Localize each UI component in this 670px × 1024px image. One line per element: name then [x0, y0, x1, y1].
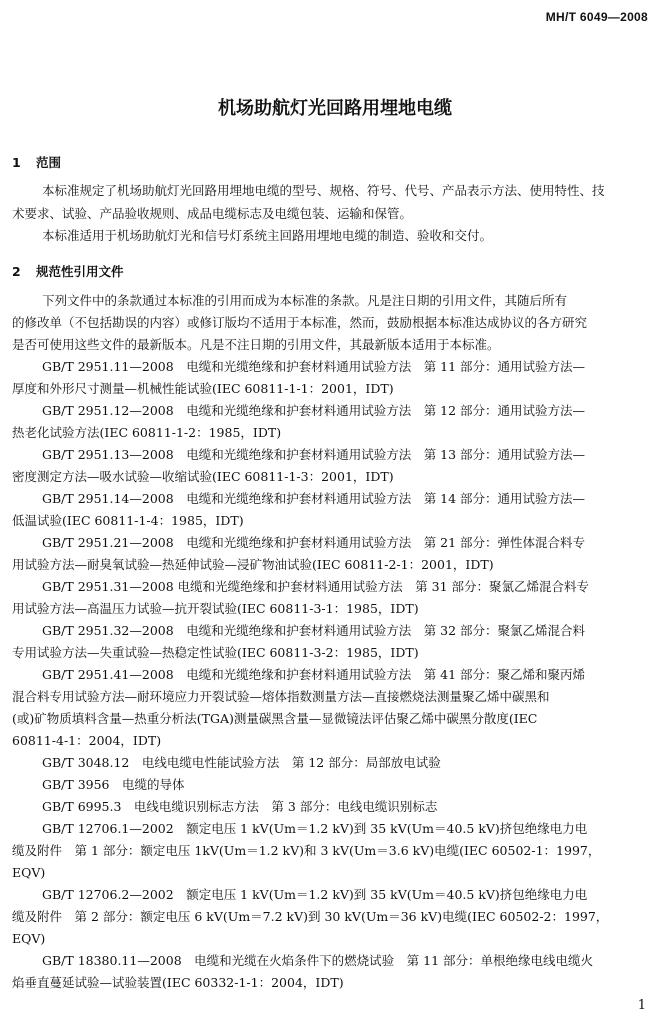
reference-line: GB/T 2951.12—2008 电缆和光缆绝缘和护套材料通用试验方法 第 12 部分：通用试验方法—	[42, 403, 586, 418]
paragraph-line: 是否可使用这些文件的最新版本。凡是不注日期的引用文件，其最新版本适用于本标准。	[12, 337, 500, 352]
paragraph-line: 本标准规定了机场助航灯光回路用埋地电缆的型号、规格、符号、代号、产品表示方法、使用特性、技	[42, 183, 605, 198]
reference-line: GB/T 3956 电缆的导体	[42, 777, 185, 792]
reference-line: 热老化试验方法(IEC 60811-1-2：1985，IDT)	[12, 425, 282, 440]
reference-line: 混合料专用试验方法—耐环境应力开裂试验—熔体指数测量方法—直接燃烧法测量聚乙烯中碳黑和	[12, 689, 550, 704]
standard-code: MH/T 6049—2008	[545, 10, 648, 24]
reference-line: 厚度和外形尺寸测量—机械性能试验(IEC 60811-1-1：2001，IDT)	[12, 381, 394, 396]
reference-line: GB/T 2951.21—2008 电缆和光缆绝缘和护套材料通用试验方法 第 21 部分：弹性体混合料专	[42, 535, 586, 550]
reference-line: GB/T 6995.3 电线电缆识别标志方法 第 3 部分：电线电缆识别标志	[42, 799, 438, 814]
reference-line: EQV)	[12, 931, 46, 946]
reference-line: GB/T 18380.11—2008 电缆和光缆在火焰条件下的燃烧试验 第 11 部分：单根绝缘电线电缆火	[42, 953, 594, 968]
reference-line: GB/T 12706.1—2002 额定电压 1 kV(Um＝1.2 kV)到 35 kV(Um＝40.5 kV)挤包绝缘电力电	[42, 821, 588, 836]
section-heading-normative-references	[12, 262, 124, 280]
reference-line: GB/T 12706.2—2002 额定电压 1 kV(Um＝1.2 kV)到 35 kV(Um＝40.5 kV)挤包绝缘电力电	[42, 887, 588, 902]
section-number: 1	[12, 155, 21, 170]
reference-line: GB/T 2951.31—2008 电缆和光缆绝缘和护套材料通用试验方法 第 31 部分：聚氯乙烯混合料专	[42, 579, 590, 594]
reference-line: 密度测定方法—吸水试验—收缩试验(IEC 60811-1-3：2001，IDT)	[12, 469, 394, 484]
reference-line: GB/T 2951.13—2008 电缆和光缆绝缘和护套材料通用试验方法 第 13 部分：通用试验方法—	[42, 447, 586, 462]
reference-line: 缆及附件 第 1 部分：额定电压 1kV(Um＝1.2 kV)和 3 kV(Um＝3.6 kV)电缆(IEC 60502-1：1997，	[12, 843, 601, 858]
section-title: 范围	[36, 155, 62, 170]
reference-line: (或)矿物质填料含量—热重分析法(TGA)测量碳黑含量—显微镜法评估聚乙烯中碳黑分散度(IEC	[12, 711, 538, 726]
reference-line: GB/T 2951.32—2008 电缆和光缆绝缘和护套材料通用试验方法 第 32 部分：聚氯乙烯混合料	[42, 623, 586, 638]
reference-line: 低温试验(IEC 60811-1-4：1985，IDT)	[12, 513, 244, 528]
reference-line: GB/T 3048.12 电线电缆电性能试验方法 第 12 部分：局部放电试验	[42, 755, 441, 770]
reference-line: GB/T 2951.14—2008 电缆和光缆绝缘和护套材料通用试验方法 第 14 部分：通用试验方法—	[42, 491, 586, 506]
reference-line: 60811-4-1：2004，IDT)	[12, 733, 162, 748]
paragraph-line: 本标准适用于机场助航灯光和信号灯系统主回路用埋地电缆的制造、验收和交付。	[42, 228, 493, 243]
document-title: 机场助航灯光回路用埋地电缆	[218, 98, 452, 119]
reference-line: 用试验方法—高温压力试验—抗开裂试验(IEC 60811-3-1：1985，IDT)	[12, 601, 419, 616]
section-heading-scope	[12, 153, 61, 171]
reference-line: EQV)	[12, 865, 46, 880]
paragraph-line: 术要求、试验、产品验收规则、成品电缆标志及电缆包装、运输和保管。	[12, 206, 413, 221]
reference-line: 专用试验方法—失重试验—热稳定性试验(IEC 60811-3-2：1985，IDT)	[12, 645, 419, 660]
section-title: 规范性引用文件	[36, 264, 124, 279]
reference-line: 缆及附件 第 2 部分：额定电压 6 kV(Um＝7.2 kV)到 30 kV(Um＝36 kV)电缆(IEC 60502-2：1997，	[12, 909, 609, 924]
reference-line: 用试验方法—耐臭氧试验—热延伸试验—浸矿物油试验(IEC 60811-2-1：2001，IDT)	[12, 557, 494, 572]
paragraph-line: 的修改单（不包括勘误的内容）或修订版均不适用于本标准，然而，鼓励根据本标准达成协议的各方研究	[12, 315, 588, 330]
reference-line: 焰垂直蔓延试验—试验装置(IEC 60332-1-1：2004，IDT)	[12, 975, 344, 990]
paragraph-line: 下列文件中的条款通过本标准的引用而成为本标准的条款。凡是注日期的引用文件，其随后所有	[42, 293, 568, 308]
reference-line: GB/T 2951.41—2008 电缆和光缆绝缘和护套材料通用试验方法 第 41 部分：聚乙烯和聚丙烯	[42, 667, 586, 682]
section-number: 2	[12, 264, 21, 279]
reference-line: GB/T 2951.11—2008 电缆和光缆绝缘和护套材料通用试验方法 第 11 部分：通用试验方法—	[42, 359, 586, 374]
page-number: 1	[637, 998, 646, 1013]
